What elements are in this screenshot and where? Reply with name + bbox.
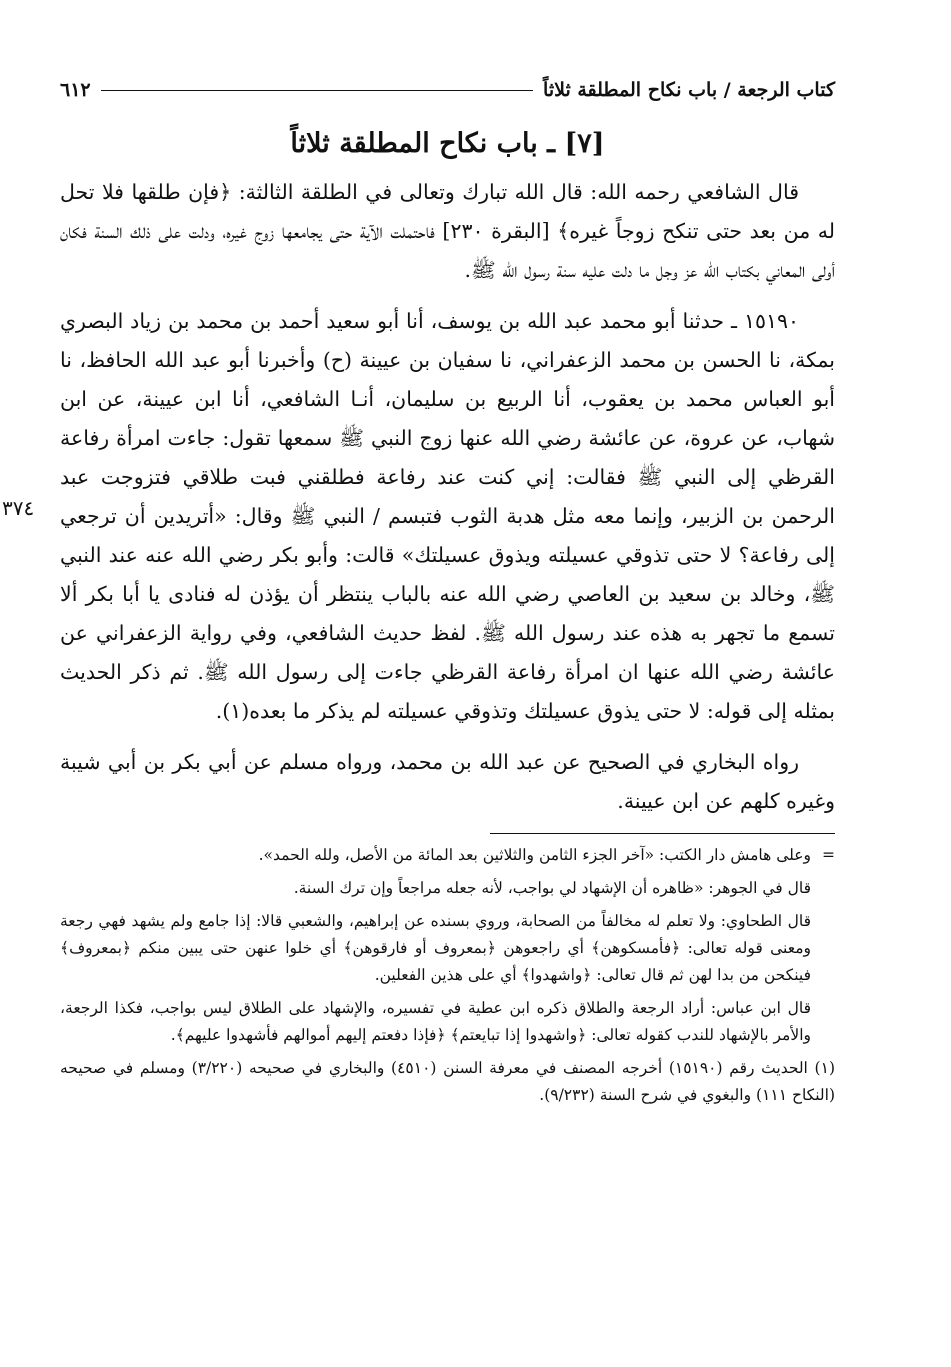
footnote-1: (١) الحديث رقم (١٥١٩٠) أخرجه المصنف في معرفة السنن (٤٥١٠) والبخاري في صحيحه (٣/٢٢٠) ومسلم في صحيحه (النكاح ١١١) والبغوي في شرح السنة (٩/٢٣٢). [60,1059,835,1104]
chapter-title: [٧] ـ باب نكاح المطلقة ثلاثاً [290,128,605,159]
hadith-section [2,302,835,731]
footnote-continuation-body [60,842,811,1055]
running-header [60,70,835,110]
footnote-continuation [60,842,835,1055]
header-rule [101,90,533,91]
intro-paragraph: قال الشافعي رحمه الله: قال الله تبارك وتعالى في الطلقة الثالثة: ﴿فإن طلقها فلا تحل له من بعد حتى تنكح زوجاً غيره﴾ [البقرة ٢٣٠] فاحتملت الآية حتى يجامعها زوج غيره، ودلت على ذلك السنة فكان أولى المعاني بكتاب الله عز وجل ما دلت عليه سنة رسول الله ﷺ. [60,180,835,282]
page [2,70,835,1115]
margin-number: ٣٧٤ [2,496,35,520]
footnote-line: وعلى هامش دار الكتب: «آخر الجزء الثامن والثلاثين بعد المائة من الأصل، ولله الحمد». [258,846,811,864]
footnote-line: قال الطحاوي: ولا تعلم له مخالفاً من الصحابة، وروي بسنده عن إبراهيم، والشعبي قالا: إذا جامع ولم يشهد فهي رجعة ومعنى قوله تعالى: ﴿فأمسكوهن﴾ أي راجعوهن ﴿بمعروف أو فارقوهن﴾ أي خلوا عنهن حتى يبين منكم ﴿بمعروف﴾ فينكحن من بدا لهن ثم قال تعالى: ﴿واشهدوا﴾ أي على هذين الفعلين. [60,912,811,984]
running-title: كتاب الرجعة / باب نكاح المطلقة ثلاثاً [543,79,835,101]
footnotes [60,842,835,1109]
continuation-marker: = [822,846,835,864]
footnote-rule [490,833,835,834]
footnote-line: قال في الجوهر: «ظاهره أن الإشهاد لي بواجب، لأنه جعله مراجعاً وإن ترك السنة. [293,879,811,897]
footnote-line: قال ابن عباس: أراد الرجعة والطلاق ذكره ابن عطية في تفسيره، والإشهاد على الطلاق ليس بواجب، فكذا الرجعة، والأمر بالإشهاد للندب كقوله تعالى: ﴿واشهدوا إذا تبايعتم﴾ ﴿فإذا دفعتم إليهم أموالهم فأشهدوا عليهم﴾. [60,999,811,1044]
page-number: ٦١٢ [60,79,91,101]
hadith-paragraph: ١٥١٩٠ ـ حدثنا أبو محمد عبد الله بن يوسف، أنا أبو سعيد أحمد بن محمد بن زياد البصري بمكة، نا الحسن بن محمد الزعفراني، نا سفيان بن عيينة (ح) وأخبرنا أبو عبد الله الحافظ، نا أبو العباس محمد بن يعقوب، أنا الربيع بن سليمان، أنـا الشافعي، أنا ابن عيينة، عن ابن شهاب، عن عروة، عن عائشة رضي الله عنها زوج النبي ﷺ سمعها تقول: جاءت امرأة رفاعة القرظي إلى النبي ﷺ فقالت: إني كنت عند رفاعة فطلقني فبت طلاقي فتزوجت عبد الرحمن بن الزبير، وإنما معه مثل هدبة الثوب فتبسم / النبي ﷺ وقال: «أتريدين أن ترجعي إلى رفاعة؟ لا حتى تذوقي عسيلته ويذوق عسيلتك» قالت: وأبو بكر رضي الله عنه عند النبي ﷺ، وخالد بن سعيد بن العاصي رضي الله عنه بالباب ينتظر أن يؤذن له فنادى يا أبا بكر ألا تسمع ما تجهر به هذه عند رسول الله ﷺ. لفظ حديث الشافعي، وفي رواية الزعفراني عن عائشة رضي الله عنها ان امرأة رفاعة القرظي جاءت إلى رسول الله ﷺ. ثم ذكر الحديث بمثله إلى قوله: لا حتى يذوق عسيلتك وتذوقي عسيلته لم يذكر ما بعده(١). [60,309,835,723]
takhrij-paragraph: رواه البخاري في الصحيح عن عبد الله بن محمد، ورواه مسلم عن أبي بكر بن أبي شيبة وغيره كلهم عن ابن عيينة. [60,750,835,813]
